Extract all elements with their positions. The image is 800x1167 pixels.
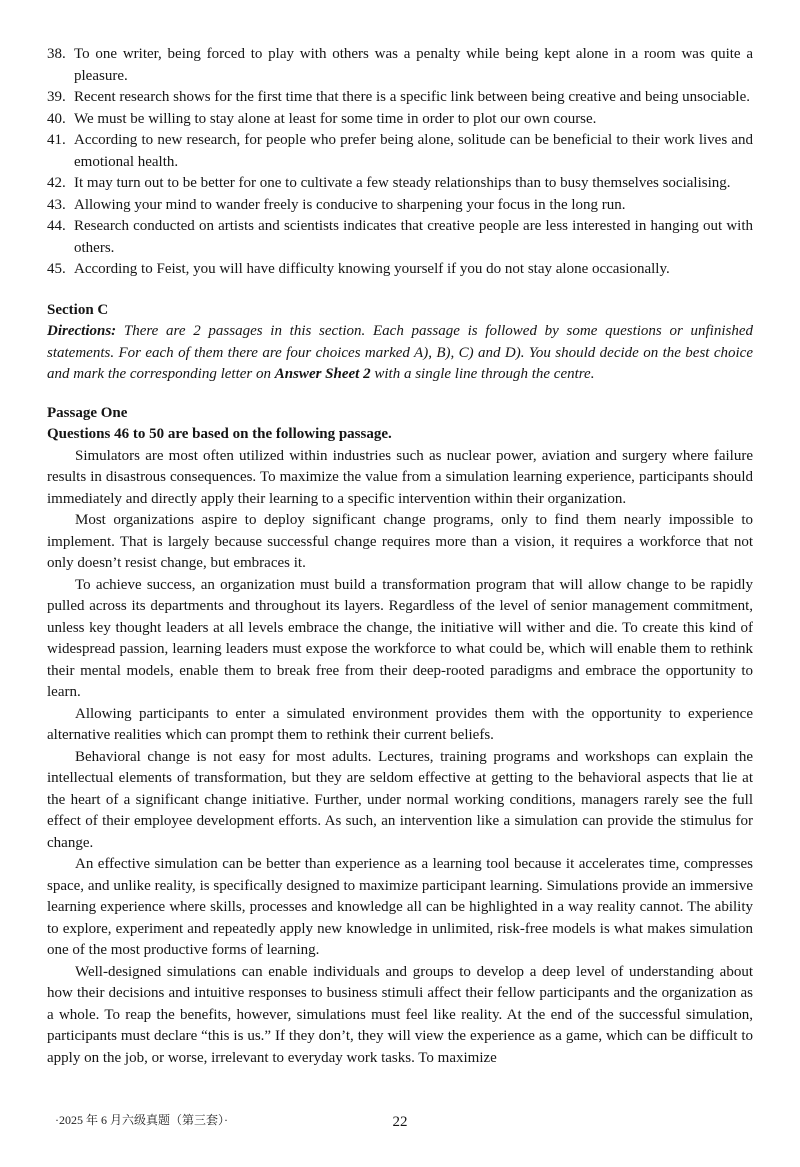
passage-paragraph: To achieve success, an organization must build a transformation program that will allow change to be rapidly pulled across its departments and throughout its layers. Regardless of the level of senior management commitment, unless key thought leaders at all levels embrace the change, the initiative will wither and die. To create this kind of widespread passion, learning leaders must expose the workforce to what could be, which will enable them to rethink their mental models, enable them to break free from their deep-rooted paradigms and embrace the opportunity to learn. — [47, 576, 753, 700]
passage-paragraph: Well-designed simulations can enable individuals and groups to develop a deep level of understanding about how their decisions and intuitive responses to business stimuli affect their fellow participants and the organization as a whole. To reap the benefits, however, simulations must feel like reality. At the end of the successful simulation, participants must declare “this is us.” If they don’t, they will view the experience as a game, which can be difficult to apply on the job, or worse, irrelevant to everyday work tasks. To maximize — [47, 963, 753, 1066]
question-text: Recent research shows for the first time that there is a specific link between being creative and being unsociable. — [74, 89, 750, 105]
directions-text: There are 2 passages in this section. Each passage is followed by some questions or unfinished statements. For each of them there are four choices marked A), B), C) and D). You should decide on the best choice and mark the corresponding letter on — [47, 323, 754, 382]
passage-paragraph: An effective simulation can be better than experience as a learning tool because it accelerates time, compresses space, and unlike reality, is specifically designed to maximize participant learning. Simulations provide an immersive learning experience where skills, processes and knowledge all can be highlighted in a way reality cannot. The ability to explore, experiment and repeatedly apply new knowledge in unlimited, risk-free models is what makes simulation one of the most productive forms of learning. — [47, 856, 753, 958]
question-text: According to Feist, you will have difficulty knowing yourself if you do not stay alone occasionally. — [74, 261, 670, 277]
passage-paragraph: Allowing participants to enter a simulated environment provides them with the opportunity to experience alternative realities which can prompt them to rethink their current beliefs. — [47, 705, 753, 743]
question-item — [47, 259, 753, 281]
question-number: 40. — [47, 110, 66, 127]
question-number: 39. — [47, 89, 66, 105]
question-number: 38. — [47, 46, 66, 62]
question-number: 41. — [47, 132, 66, 148]
question-item — [47, 44, 753, 87]
passage-one-subheading: Questions 46 to 50 are based on the following passage. — [47, 426, 392, 442]
directions-paragraph — [47, 321, 753, 386]
question-text: It may turn out to be better for one to cultivate a few steady relationships than to busy themselves socialising. — [74, 175, 731, 191]
question-text: To one writer, being forced to play with others was a penalty while being kept alone in a room was quite a pleasure. — [74, 46, 753, 84]
question-item — [47, 216, 753, 259]
question-text: According to new research, for people who prefer being alone, solitude can be beneficial to their work lives and emotional health. — [74, 132, 753, 170]
question-item — [47, 173, 753, 195]
statements-list — [47, 44, 753, 281]
answer-sheet-reference: Answer Sheet 2 — [274, 366, 371, 382]
question-number: 44. — [47, 218, 66, 234]
page-number: 22 — [392, 1113, 408, 1130]
question-text: Research conducted on artists and scientists indicates that creative people are less interested in hanging out with others. — [74, 218, 753, 256]
question-number: 45. — [47, 261, 66, 277]
question-item — [47, 130, 753, 173]
passage-one-heading: Passage One — [47, 404, 128, 421]
section-c — [47, 300, 753, 386]
footer-source-label: ·2025 年 6 月六级真题（第三套）· — [55, 1112, 228, 1127]
question-item — [47, 87, 753, 109]
passage-paragraph: Behavioral change is not easy for most adults. Lectures, training programs and workshops can explain the intellectual elements of transformation, but they are seldom effective at getting to the behavioral aspects that lie at the heart of a significant change initiative. Further, under normal working conditions, managers rarely see the full effect of their employee development efforts. As such, an intervention like a simulation can provide the stimulus for change. — [47, 748, 753, 851]
directions-label: Directions: — [47, 323, 117, 339]
question-number: 43. — [47, 196, 66, 213]
passage-paragraph: Simulators are most often utilized within industries such as nuclear power, aviation and surgery where failure results in disastrous consequences. To maximize the value from a simulation learning experience, participants should immediately and directly apply their learning to a specific intervention within their organization. — [47, 447, 753, 507]
directions-text-end: with a single line through the centre. — [374, 366, 595, 382]
question-number: 42. — [47, 175, 66, 191]
passage-paragraph: Most organizations aspire to deploy significant change programs, only to find them nearly impossible to implement. That is largely because successful change requires more than a vision, it requires a workforce that not only doesn’t resist change, but embraces it. — [47, 512, 753, 571]
question-item — [47, 195, 753, 217]
question-text: We must be willing to stay alone at least for some time in order to plot our own course. — [74, 110, 597, 127]
question-item — [47, 109, 753, 131]
question-text: Allowing your mind to wander freely is conducive to sharpening your focus in the long run. — [74, 196, 626, 213]
passage-one — [47, 403, 753, 1070]
section-c-heading: Section C — [47, 301, 109, 318]
